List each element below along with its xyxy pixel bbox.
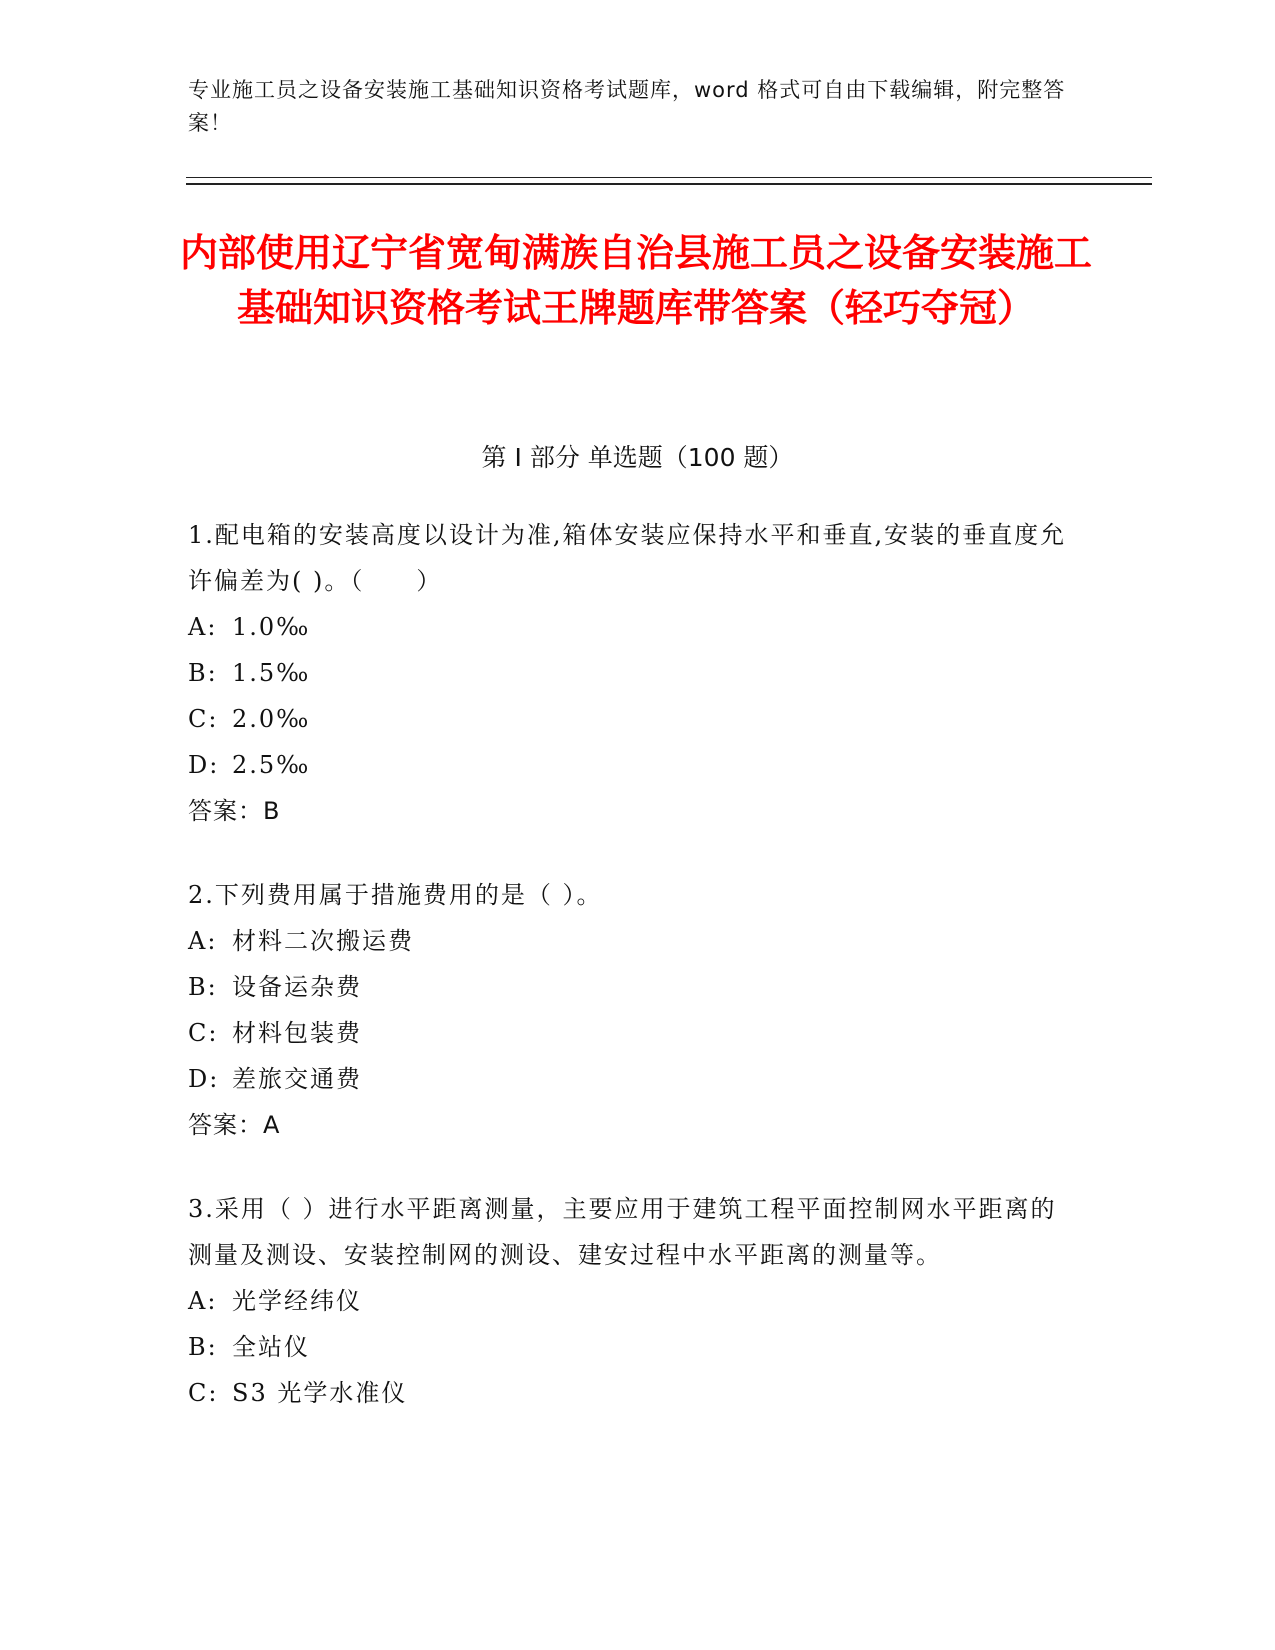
option-d <box>188 1056 1068 1102</box>
option-a <box>188 918 1068 964</box>
option-a <box>188 1278 1068 1324</box>
option-text: 1.5‰ <box>232 659 311 687</box>
option-text: 设备运杂费 <box>232 973 362 1001</box>
option-c <box>188 1370 1068 1416</box>
option-text: 1.0‰ <box>232 613 311 641</box>
question-2 <box>188 872 1068 1148</box>
option-text: 2.0‰ <box>232 705 311 733</box>
header-divider-thick <box>186 183 1152 185</box>
option-letter: B: <box>188 659 218 687</box>
option-c <box>188 696 1068 742</box>
option-a <box>188 604 1068 650</box>
option-text: 材料包装费 <box>232 1019 362 1047</box>
section-heading: 第 I 部分 单选题（100 题） <box>481 443 794 472</box>
option-text: 2.5‰ <box>232 751 311 779</box>
option-letter: C: <box>188 1379 219 1407</box>
option-letter: C: <box>188 1019 219 1047</box>
answer-line: 答案：B <box>188 797 281 825</box>
option-d <box>188 742 1068 788</box>
option-text: 光学经纬仪 <box>232 1287 362 1315</box>
option-letter: D: <box>188 751 220 779</box>
question-3 <box>188 1186 1068 1416</box>
header-note: 专业施工员之设备安装施工基础知识资格考试题库，word 格式可自由下载编辑，附完整答案！ <box>188 78 1066 135</box>
option-b <box>188 650 1068 696</box>
document-title: 内部使用辽宁省宽甸满族自治县施工员之设备安装施工基础知识资格考试王牌题库带答案（轻巧夺冠） <box>180 231 1093 330</box>
answer-line: 答案：A <box>188 1111 281 1139</box>
header-divider-thin <box>186 177 1152 178</box>
option-letter: C: <box>188 705 219 733</box>
question-text: 3.采用（ ）进行水平距离测量，主要应用于建筑工程平面控制网水平距离的测量及测设、安装控制网的测设、建安过程中水平距离的测量等。 <box>188 1195 1057 1269</box>
option-letter: B: <box>188 973 218 1001</box>
option-letter: A: <box>188 1287 218 1315</box>
question-text: 1.配电箱的安装高度以设计为准,箱体安装应保持水平和垂直,安装的垂直度允许偏差为( )。（ ） <box>188 521 1067 595</box>
option-text: 差旅交通费 <box>232 1065 362 1093</box>
option-b <box>188 964 1068 1010</box>
question-1 <box>188 512 1068 834</box>
option-text: 材料二次搬运费 <box>232 927 414 955</box>
option-letter: A: <box>188 613 218 641</box>
option-b <box>188 1324 1068 1370</box>
option-text: 全站仪 <box>232 1333 310 1361</box>
option-letter: D: <box>188 1065 220 1093</box>
option-letter: B: <box>188 1333 218 1361</box>
option-c <box>188 1010 1068 1056</box>
option-letter: A: <box>188 927 218 955</box>
question-text: 2.下列费用属于措施费用的是（ ）。 <box>188 881 603 909</box>
option-text: S3 光学水准仪 <box>232 1379 408 1407</box>
